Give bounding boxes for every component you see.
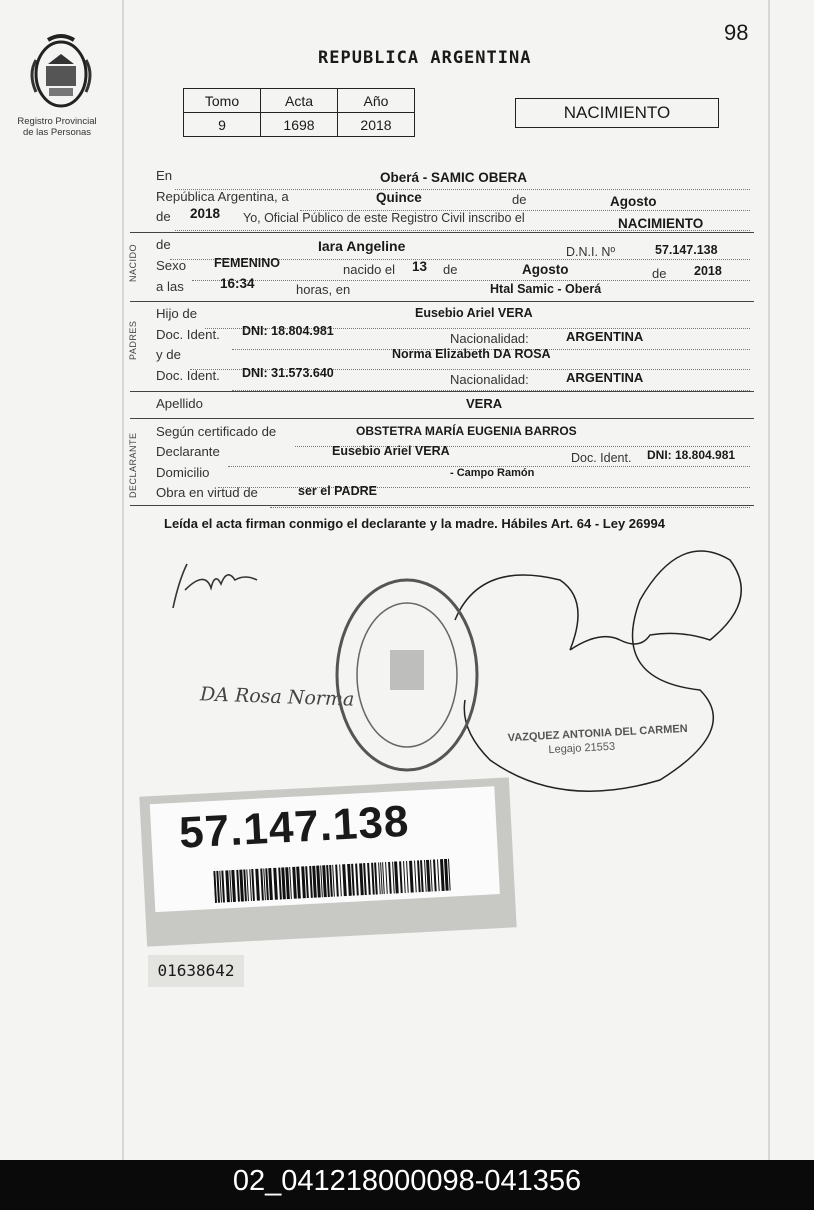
registry-round-stamp (332, 575, 482, 775)
nacido-de-label: de (156, 237, 171, 252)
barcode-bar (285, 867, 290, 899)
ref-value-tomo: 9 (184, 113, 261, 137)
barcode-bar (394, 861, 399, 893)
declarante-row-1 (156, 424, 276, 442)
barcode-bar (342, 864, 347, 896)
barcode-bar (296, 867, 301, 899)
nacionalidad-label: Nacionalidad: (450, 331, 529, 346)
signature-officer (165, 550, 275, 615)
barcode-bar (371, 863, 375, 895)
act-type-box: NACIMIENTO (515, 98, 719, 128)
padres-row-4 (156, 368, 220, 386)
barcode-bar (409, 861, 414, 893)
provincial-seal-logo (18, 30, 104, 116)
page-number: 98 (724, 20, 749, 45)
doc-label2: Doc. Ident. (156, 368, 220, 383)
intro-row-3 (156, 209, 171, 227)
domicilio-value: - Campo Ramón (450, 467, 535, 479)
year-value: 2018 (190, 206, 221, 221)
barcode-bar (399, 861, 403, 893)
nacido-el-label: nacido el (343, 262, 396, 277)
barcode-bar (440, 859, 445, 891)
barcode-bar (426, 860, 431, 892)
padres-row-3 (156, 347, 181, 365)
birth-place: Htal Samic - Oberá (490, 282, 602, 296)
declarante-row-3 (156, 465, 210, 483)
nacido-de-label3: de (652, 266, 667, 281)
serial-number: 01638642 (148, 955, 244, 987)
logo-caption (2, 116, 112, 138)
closing-text: Leída el acta firman conmigo el declarante y la madre. Hábiles Art. 64 - Ley 26994 (164, 516, 665, 531)
sexo-value: FEMENINO (214, 256, 280, 270)
declarante-name: Eusebio Ariel VERA (332, 444, 450, 458)
logo-caption-line2: de las Personas (22, 127, 92, 138)
barcode-bar (335, 865, 339, 897)
barcode-bar (216, 871, 220, 903)
barcode-bar (359, 863, 364, 895)
barcode-bar (255, 869, 260, 901)
barcode-bar (316, 865, 321, 897)
stamp-name: VAZQUEZ ANTONIA DEL CARMEN (507, 722, 688, 745)
ref-value-acta: 1698 (261, 113, 338, 137)
barcode-bar (260, 868, 264, 900)
inscribe-text: Yo, Oficial Público de este Registro Civil inscribo el (243, 211, 525, 225)
nacido-row-2 (156, 258, 186, 276)
sexo-label: Sexo (156, 258, 187, 273)
ref-header-ano: Año (338, 89, 415, 113)
footer-id: 02_041218000098-041356 (232, 1165, 582, 1197)
signature-declarant (440, 540, 760, 810)
barcode-bar (329, 865, 333, 897)
decl-doc-label: Doc. Ident. (571, 451, 632, 465)
apellido-value: VERA (466, 396, 503, 411)
nacido-row-1 (156, 237, 171, 255)
birth-year: 2018 (694, 264, 722, 278)
birth-day: 13 (412, 259, 428, 274)
ref-value-ano: 2018 (338, 113, 415, 137)
barcode-bar (437, 859, 440, 891)
barcode-bars (213, 858, 454, 903)
newborn-dni: 57.147.138 (655, 243, 718, 257)
padres-row-2 (156, 327, 220, 345)
de-label: de (512, 192, 527, 207)
declarante-row-4 (156, 485, 258, 503)
barcode-bar (414, 860, 417, 892)
barcode-bar (268, 868, 273, 900)
dni-label: D.N.I. Nº (566, 245, 616, 259)
declarante-doc: DNI: 18.804.981 (647, 448, 736, 462)
hijo-label: Hijo de (156, 306, 198, 321)
father-doc: DNI: 18.804.981 (242, 324, 334, 338)
mother-doc: DNI: 31.573.640 (242, 366, 334, 380)
barcode-bar (363, 863, 367, 895)
en-label: En (156, 168, 173, 183)
barcode-bar (231, 870, 236, 902)
alas-label: a las (156, 279, 184, 294)
reference-table (183, 88, 415, 137)
nacido-de-label2: de (443, 262, 458, 277)
cert-value: OBSTETRA MARÍA EUGENIA BARROS (356, 424, 577, 438)
barcode-bar (351, 864, 355, 896)
ref-header-tomo: Tomo (184, 89, 261, 113)
apellido-row (156, 396, 203, 414)
barcode-bar (347, 864, 352, 896)
signature-mother: DA Rosa Norma (199, 683, 355, 711)
barcode-bar (225, 870, 230, 902)
barcode-bar (305, 866, 309, 898)
ref-header-acta: Acta (261, 89, 338, 113)
barcode-bar (433, 859, 437, 891)
father-nationality: ARGENTINA (566, 329, 644, 344)
domicilio-label: Domicilio (156, 465, 210, 480)
newborn-name: Iara Angeline (318, 238, 406, 254)
doc-label: Doc. Ident. (156, 327, 220, 342)
barcode-bar (292, 867, 297, 899)
barcode-bar (251, 869, 255, 901)
section-label-nacido: NACIDO (128, 243, 138, 282)
birth-month: Agosto (522, 262, 569, 277)
barcode-bar (213, 871, 217, 903)
barcode-bar (406, 861, 409, 893)
intro-row-2 (156, 189, 289, 207)
barcode-bar (309, 866, 313, 898)
act-value: NACIMIENTO (618, 216, 704, 231)
barcode-bar (278, 868, 282, 900)
barcode-bar (281, 867, 286, 899)
barcode-bar (236, 870, 240, 902)
barcode-bar (265, 868, 269, 900)
barcode-bar (339, 864, 342, 896)
barcode-sticker (139, 777, 516, 946)
section-label-padres: PADRES (128, 320, 138, 360)
barcode-bar (388, 862, 392, 894)
barcode-bar (374, 862, 378, 894)
nacionalidad-label2: Nacionalidad: (450, 372, 529, 387)
horas-label: horas, en (296, 282, 351, 297)
section-label-declarante: DECLARANTE (128, 432, 138, 498)
month-value: Agosto (610, 194, 657, 209)
barcode-bar (417, 860, 421, 892)
barcode-bar (385, 862, 388, 894)
cert-label: Según certificado de (156, 424, 277, 439)
de2-label: de (156, 209, 171, 224)
yde-label: y de (156, 347, 181, 362)
intro-row-1 (156, 168, 172, 186)
barcode-bar (420, 860, 424, 892)
declarante-row-2 (156, 444, 220, 462)
nacido-row-3 (156, 279, 184, 297)
obra-label: Obra en virtud de (156, 485, 258, 500)
barcode-bar (367, 863, 371, 895)
barcode-bar (221, 870, 225, 902)
logo-caption-line1: Registro Provincial (17, 116, 97, 127)
mother-nationality: ARGENTINA (566, 370, 644, 385)
republica-label: República Argentina, a (156, 189, 289, 204)
day-words-value: Quince (376, 190, 422, 205)
barcode-bar (239, 869, 244, 901)
mother-name: Norma Elizabeth DA ROSA (392, 347, 551, 361)
barcode-bar (403, 861, 406, 893)
padres-row-1 (156, 306, 197, 324)
place-value: Oberá - SAMIC OBERA (380, 170, 528, 185)
barcode-number: 57.147.138 (178, 796, 411, 858)
declarante-label: Declarante (156, 444, 220, 459)
barcode-bar (312, 866, 317, 898)
obra-value: ser el PADRE (298, 484, 377, 498)
barcode-bar (326, 865, 330, 897)
barcode-bar (273, 868, 278, 900)
apellido-label: Apellido (156, 396, 203, 411)
barcode-bar (243, 869, 247, 901)
barcode-bar (444, 859, 449, 891)
birth-time: 16:34 (220, 276, 255, 291)
father-name: Eusebio Ariel VERA (415, 306, 533, 320)
stamp-sub: Legajo 21553 (548, 740, 616, 757)
document-title: REPUBLICA ARGENTINA (318, 48, 532, 68)
barcode-bar (355, 863, 359, 895)
barcode-bar (301, 866, 306, 898)
barcode-bar (322, 865, 327, 897)
